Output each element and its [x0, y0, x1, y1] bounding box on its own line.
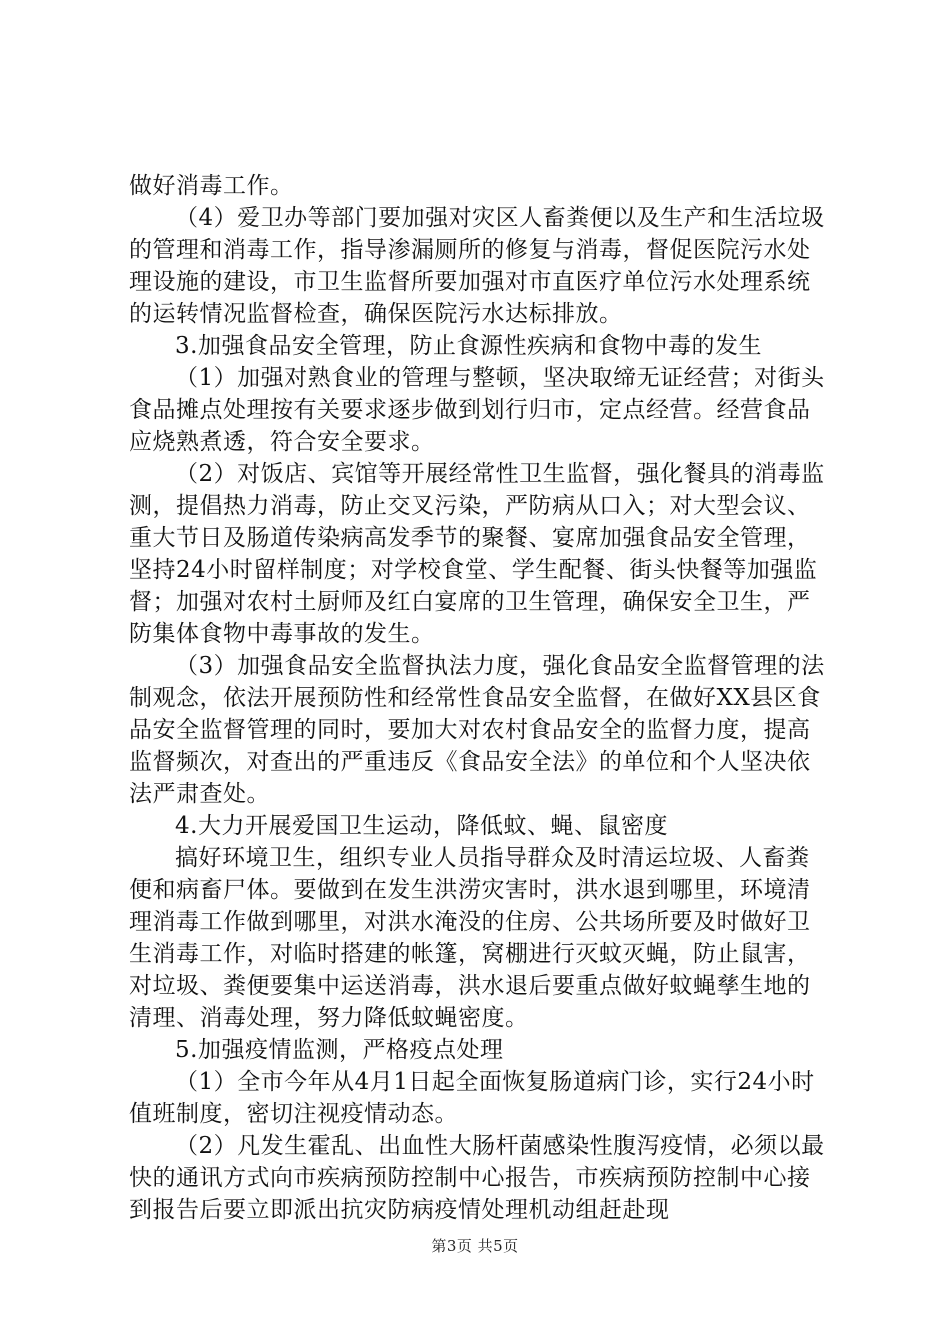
paragraph: （3）加强食品安全监督执法力度，强化食品安全监督管理的法制观念，依法开展预防性和经常性食品安全监督，在做好XX县区食品安全监督管理的同时，要加大对农村食品安全的监督力度，提高监督频次，对查出的严重违反《食品安全法》的单位和个人坚决依法严肃查处。 — [129, 653, 825, 807]
page-number-footer: 第3页 共5页 — [431, 1237, 519, 1255]
document-body — [129, 170, 829, 1226]
section-heading: 4.大力开展爱国卫生运动，降低蚊、蝇、鼠密度 — [175, 813, 668, 839]
paragraph: （1）加强对熟食业的管理与整顿，坚决取缔无证经营；对街头食品摊点处理按有关要求逐步做到划行归市，定点经营。经营食品应烧熟煮透，符合安全要求。 — [129, 365, 825, 455]
paragraph: （4）爱卫办等部门要加强对灾区人畜粪便以及生产和生活垃圾的管理和消毒工作，指导渗漏厕所的修复与消毒，督促医院污水处理设施的建设，市卫生监督所要加强对市直医疗单位污水处理系统的运转情况监督检查，确保医院污水达标排放。 — [129, 205, 825, 327]
paragraph: （2）对饭店、宾馆等开展经常性卫生监督，强化餐具的消毒监测，提倡热力消毒，防止交叉污染，严防病从口入；对大型会议、重大节日及肠道传染病高发季节的聚餐、宴席加强食品安全管理，坚持24小时留样制度；对学校食堂、学生配餐、街头快餐等加强监督；加强对农村土厨师及红白宴席的卫生管理，确保安全卫生，严防集体食物中毒事故的发生。 — [129, 461, 825, 647]
paragraph: （2）凡发生霍乱、出血性大肠杆菌感染性腹泻疫情，必须以最快的通讯方式向市疾病预防控制中心报告，市疾病预防控制中心接到报告后要立即派出抗灾防病疫情处理机动组赶赴现 — [129, 1133, 825, 1223]
section-heading: 5.加强疫情监测，严格疫点处理 — [175, 1037, 504, 1063]
section-heading: 3.加强食品安全管理，防止食源性疾病和食物中毒的发生 — [175, 333, 762, 359]
paragraph: （1）全市今年从4月1日起全面恢复肠道病门诊，实行24小时值班制度，密切注视疫情动态。 — [129, 1069, 815, 1127]
paragraph: 做好消毒工作。 — [129, 173, 294, 199]
paragraph: 搞好环境卫生，组织专业人员指导群众及时清运垃圾、人畜粪便和病畜尸体。要做到在发生洪涝灾害时，洪水退到哪里，环境清理消毒工作做到哪里，对洪水淹没的住房、公共场所要及时做好卫生消毒工作，对临时搭建的帐篷，窝棚进行灭蚊灭蝇，防止鼠害，对垃圾、粪便要集中运送消毒，洪水退后要重点做好蚊蝇孳生地的清理、消毒处理，努力降低蚊蝇密度。 — [129, 845, 811, 1031]
